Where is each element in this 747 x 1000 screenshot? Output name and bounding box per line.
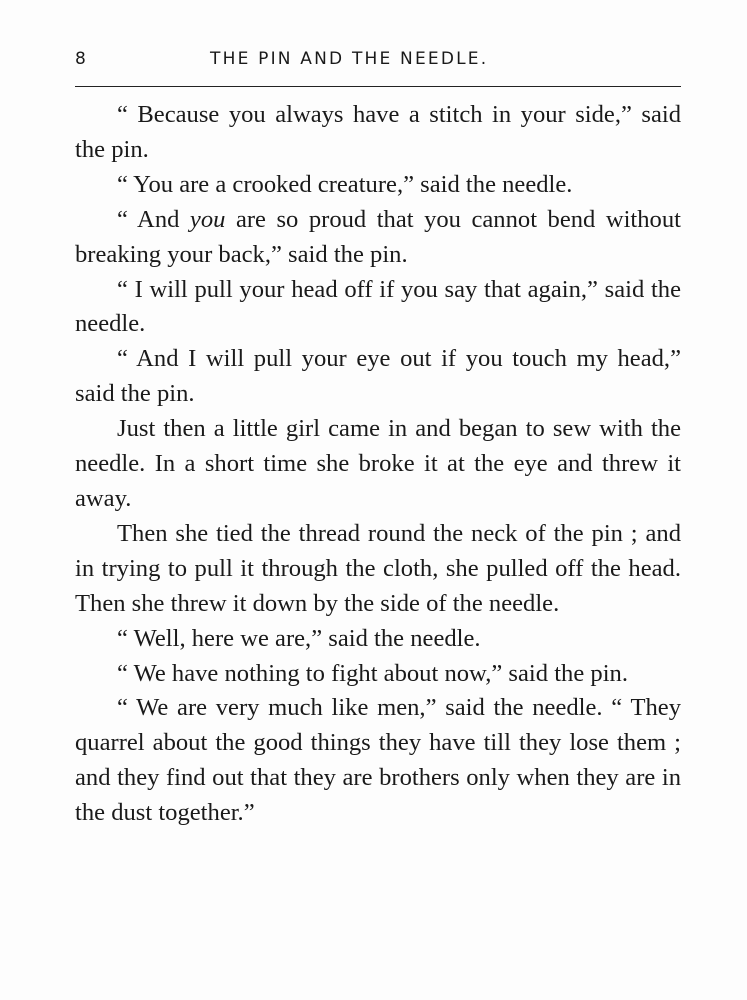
emphasis-you: you: [189, 205, 226, 233]
paragraph-thread: Then she tied the thread round the neck of the pin ; and in trying to pull it through the cloth, she pulled off the head. Then she threw it down by the side of the needle.: [75, 519, 681, 617]
paragraph-stitch: “ Because you always have a stitch in your side,” said the pin.: [75, 101, 681, 163]
paragraph-little-girl: Just then a little girl came in and began to sew with the needle. In a short time she broke it at the eye and threw it away.: [75, 415, 681, 512]
paragraph-nothing-to-fight: “ We have nothing to fight about now,” said the pin.: [117, 659, 628, 687]
paragraph-pull-eye: “ And I will pull your eye out if you touch my head,” said the pin.: [75, 345, 681, 408]
body-text: [75, 98, 681, 831]
paragraph-proud-start: “ And: [117, 205, 190, 233]
paragraph-proud: [75, 203, 681, 273]
paragraph-pull-head: “ I will pull your head off if you say that again,” said the needle.: [75, 275, 681, 338]
paragraph-proud-end: are so proud that you cannot bend without breaking your back,” said the pin.: [75, 205, 681, 268]
paragraph-crooked: “ You are a crooked creature,” said the needle.: [117, 170, 573, 198]
running-title: THE PIN AND THE NEEDLE.: [210, 49, 489, 69]
header-rule: [75, 86, 681, 87]
running-head: [75, 45, 681, 73]
page-number: 8: [75, 49, 89, 69]
paragraph-here-we-are: “ Well, here we are,” said the needle.: [117, 624, 481, 652]
paragraph-like-men: “ We are very much like men,” said the needle. “ They quarrel about the good things they have till they lose them ; and they find out that they are brothers only when they are in the dust together.”: [75, 694, 681, 827]
